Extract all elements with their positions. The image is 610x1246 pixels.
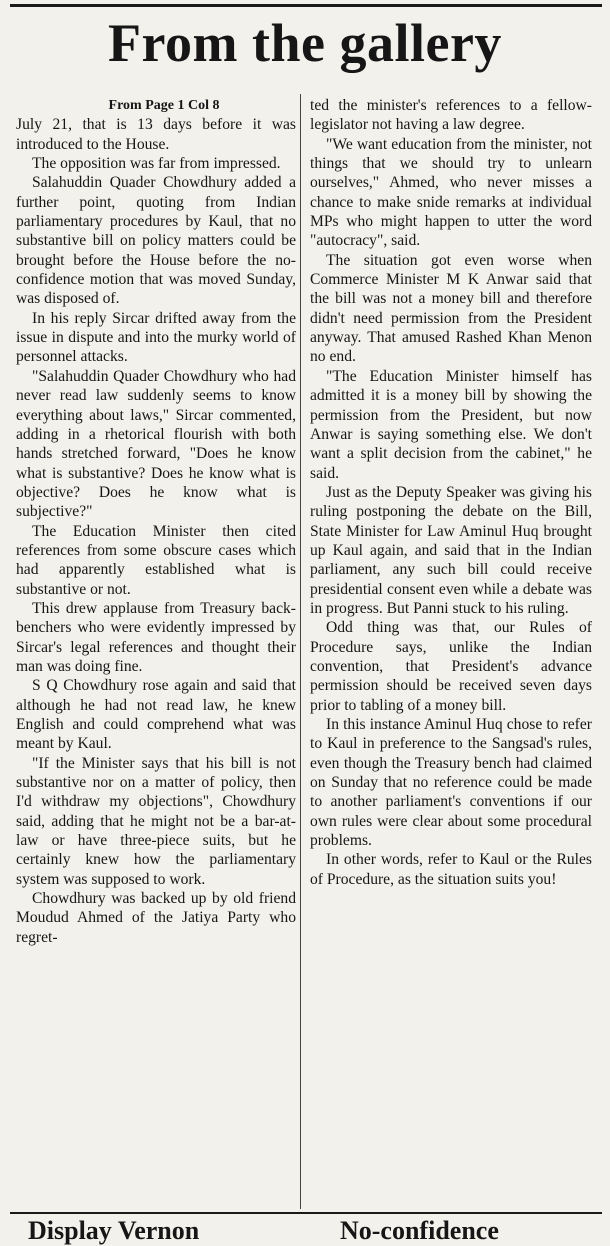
paragraph: Salahuddin Quader Chowdhury added a further point, quoting from Indian parliamentary procedures by Kaul, that no substantive bill on policy matters could be brought before the House before the no-confidence motion that was moved Sunday, was disposed of. <box>16 174 296 308</box>
paragraph: The Education Minister then cited references from some obscure cases which had apparently established what is substantive or not. <box>16 522 296 598</box>
right-column <box>310 96 592 889</box>
paragraph: In his reply Sircar drifted away from the issue in dispute and into the murky world of personnel attacks. <box>16 309 296 366</box>
jump-line: From Page 1 Col 8 <box>108 98 220 113</box>
paragraph: Chowdhury was backed up by old friend Moudud Ahmed of the Jatiya Party who regret- <box>16 890 296 946</box>
paragraph: This drew applause from Treasury back-benchers who were evidently impressed by Sircar's legal references and thought their man was doing fine. <box>16 599 296 675</box>
paragraph: The opposition was far from impressed. <box>32 155 281 173</box>
paragraph: In this instance Aminul Huq chose to refer to Kaul in preference to the Sangsad's rules, even though the Treasury bench had claimed on Sunday that no reference could be made to another parliament's conventions if our own rules were clear about some procedural problems. <box>310 716 592 850</box>
paragraph: "If the Minister says that his bill is not substantive nor on a matter of policy, then I'd withdraw my objections", Chowdhury said, adding that he might not be a bar-at-law or have three-piece suits, but he certainly knew how the parliamentary system was supposed to work. <box>16 754 296 888</box>
paragraph: In other words, refer to Kaul or the Rules of Procedure, as the situation suits you! <box>310 851 592 888</box>
next-article-headline: Display Vernon <box>28 1216 200 1245</box>
paragraph: ted the minister's references to a fellow-legislator not having a law degree. <box>310 97 592 134</box>
bottom-rule <box>10 1212 602 1214</box>
paragraph: Odd thing was that, our Rules of Procedure says, unlike the Indian convention, that President's advance permission should be received seven days prior to tabling of a money bill. <box>310 619 592 714</box>
column-divider <box>300 94 301 1209</box>
paragraph: Just as the Deputy Speaker was giving his ruling postponing the debate on the Bill, State Minister for Law Aminul Huq brought up Kaul again, and said that in the Indian parliament, any such bill could receive presidential consent even while a debate was in progress. But Panni stuck to his ruling. <box>310 483 592 617</box>
paragraph: "We want education from the minister, not things that we should try to unlearn ourselves," Ahmed, who never misses a chance to make snide remarks at individual MPs who might happen to utter the word "autocracy", said. <box>310 135 592 250</box>
top-rule <box>10 4 602 7</box>
paragraph: The situation got even worse when Commerce Minister M K Anwar said that the bill was not a money bill and therefore didn't need permission from the President anyway. That amused Rashed Khan Menon no end. <box>310 251 592 366</box>
paragraph: S Q Chowdhury rose again and said that although he had not read law, he knew English and could comprehend what was meant by Kaul. <box>16 677 296 753</box>
paragraph: "The Education Minister himself has admitted it is a money bill by showing the permission from the President, but now Anwar is saying something else. We don't want a split decision from the cabinet," he said. <box>310 367 592 482</box>
paragraph: July 21, that is 13 days before it was introduced to the House. <box>16 116 296 153</box>
left-column <box>16 96 296 947</box>
next-article-headline: No-confidence <box>340 1216 499 1245</box>
paragraph: "Salahuddin Quader Chowdhury who had never read law suddenly seems to know everything about laws," Sircar commented, adding in a rhetorical flourish with both hands stretched forward, "Does he know what is substantive? Does he know what is objective? Does he know what is subjective?" <box>16 367 296 521</box>
headline: From the gallery <box>108 13 502 73</box>
